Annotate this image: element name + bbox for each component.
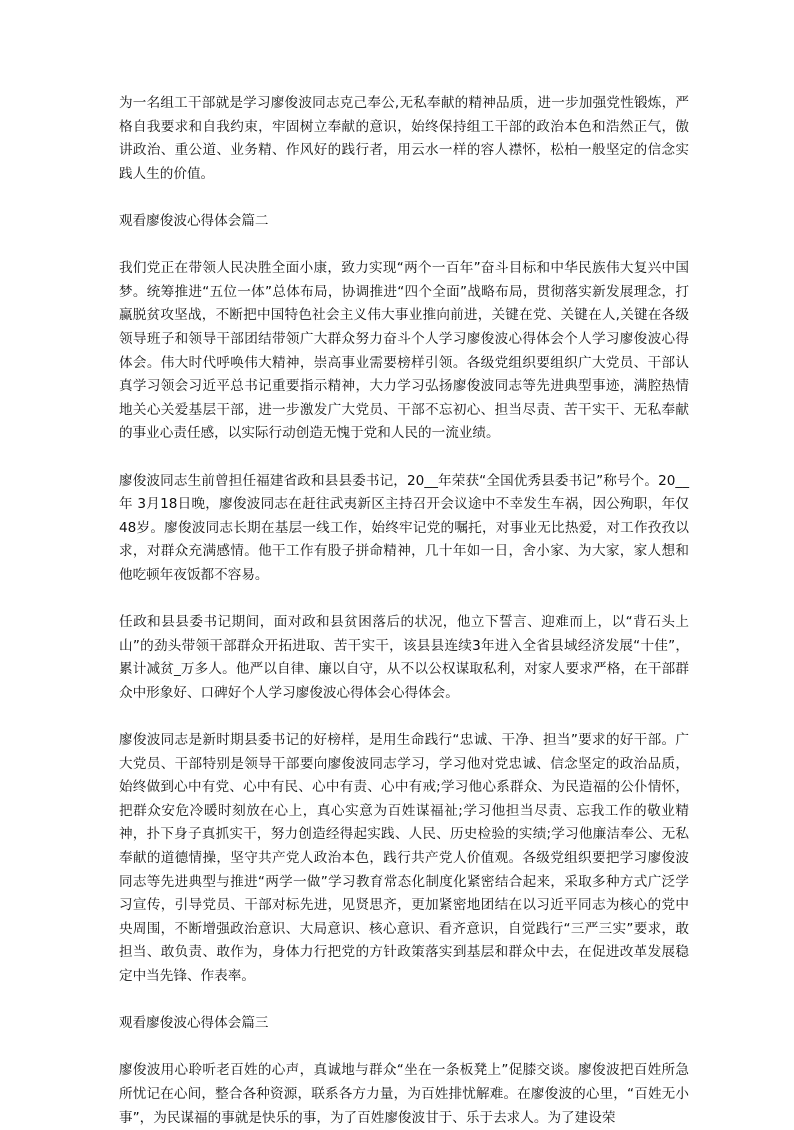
paragraph-biography: 廖俊波同志生前曾担任福建省政和县县委书记，20__年荣获“全国优秀县委书记”称号个。20__年 3月18日晚，廖俊波同志在赶往武夷新区主持召开会议途中不幸发生车祸，因公殉职，年仅48岁。廖俊波同志长期在基层一线工作，始终牢记党的嘱托，对事业无比热爱，对工作孜孜以求，对群众充满感情。他干工作有股子拼命精神，几十年如一日，舍小家、为大家，家人想和他吃顿年夜饭都不容易。 (119, 472, 689, 583)
paragraph-listening: 廖俊波用心聆听老百姓的心声，真诚地与群众“坐在一条板凳上”促膝交谈。廖俊波把百姓所急所忧记在心间，整合各种资源，联系各方力量，为百姓排忧解难。在廖俊波的心里，“百姓无小事”，为民谋福的事就是快乐的事，为了百姓廖俊波甘于、乐于去求人。为了建设荣 (119, 1062, 689, 1126)
section-heading-part-three: 观看廖俊波心得体会篇三 (119, 1015, 269, 1032)
paragraph-gap (119, 989, 689, 1013)
paragraph-gap (119, 186, 689, 210)
paragraph-gap (119, 705, 689, 729)
document-page (119, 92, 689, 1130)
paragraph-gap (119, 446, 689, 470)
paragraph-role-model: 廖俊波同志是新时期县委书记的好榜样，是用生命践行“忠诚、干净、担当”要求的好干部。广大党员、干部特别是领导干部要向廖俊波同志学习，学习他对党忠诚、信念坚定的政治品质，始终做到心中有党、心中有民、心中有责、心中有戒;学习他心系群众、为民造福的公仆情怀，把群众安危冷暖时刻放在心上，真心实意为百姓谋福祉;学习他担当尽责、忘我工作的敬业精神，扑下身子真抓实干，努力创造经得起实践、人民、历史检验的实绩;学习他廉洁奉公、无私奉献的道德情操，坚守共产党人政治本色，践行共产党人价值观。各级党组织要把学习廖俊波同志等先进典型与推进“两学一做”学习教育常态化制度化紧密结合起来，采取多种方式广泛学习宣传，引导党员、干部对标先进，见贤思齐，更加紧密地团结在以习近平同志为核心的党中央周围，不断增强政治意识、大局意识、核心意识、看齐意识，自觉践行“三严三实”要求，敢担当、敢负责、敢作为，身体力行把党的方针政策落实到基层和群众中去，在促进改革发展稳定中当先锋、作表率。 (119, 732, 689, 984)
section-heading-part-two: 观看廖俊波心得体会篇二 (119, 212, 269, 229)
paragraph-gap (119, 587, 689, 611)
paragraph-gap (119, 234, 689, 258)
paragraph-county-secretary: 任政和县县委书记期间，面对政和县贫困落后的状况，他立下誓言、迎难而上，以“背石头上山”的劲头带领干部群众开拓进取、苦干实干，该县县连续3年进入全省县域经济发展“十佳”，累计减贫_万多人。他严以自律、廉以自守，从不以公权谋取私利，对家人要求严格，在干部群众中形象好、口碑好个人学习廖俊波心得体会心得体会。 (119, 614, 689, 701)
paragraph-party-leadership: 我们党正在带领人民决胜全面小康，致力实现“两个一百年”奋斗目标和中华民族伟大复兴中国梦。统筹推进“五位一体”总体布局，协调推进“四个全面”战略布局，贯彻落实新发展理念，打赢脱贫攻坚战，不断把中国特色社会主义伟大事业推向前进，关键在党、关键在人,关键在各级领导班子和领导干部团结带领广大群众努力奋斗个人学习廖俊波心得体会个人学习廖俊波心得体会。伟大时代呼唤伟大精神，崇高事业需要榜样引领。各级党组织要组织广大党员、干部认真学习领会习近平总书记重要指示精神，大力学习弘扬廖俊波同志等先进典型事迹，满腔热情地关心关爱基层干部，进一步激发广大党员、干部不忘初心、担当尽责、苦干实干、无私奉献的事业心责任感，以实际行动创造无愧于党和人民的一流业绩。 (119, 260, 689, 442)
paragraph-intro: 为一名组工干部就是学习廖俊波同志克己奉公,无私奉献的精神品质，进一步加强党性锻炼，严格自我要求和自我约束，牢固树立奉献的意识，始终保持组工干部的政治本色和浩然正气，傲讲政治、重公道、业务精、作风好的践行者，用云水一样的容人襟怀，松柏一般坚定的信念实践人生的价值。 (119, 95, 689, 182)
paragraph-gap (119, 1036, 689, 1060)
